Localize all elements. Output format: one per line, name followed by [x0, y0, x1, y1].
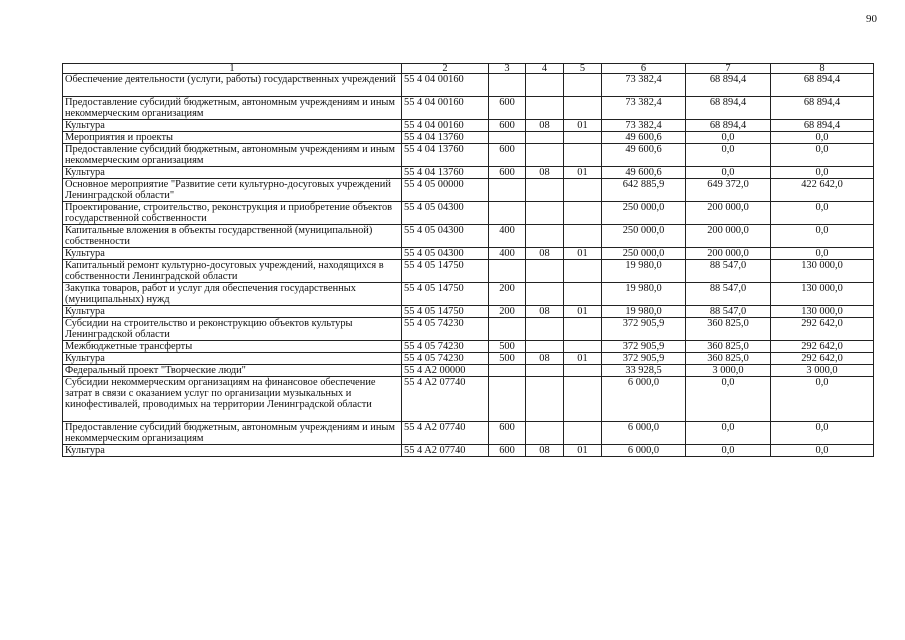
subsection-cell: 01	[564, 353, 602, 365]
target-article-cell: 55 4 04 00160	[402, 120, 489, 132]
target-article-cell: 55 4 05 74230	[402, 353, 489, 365]
row-name-cell: Субсидии на строительство и реконструкцию объектов культуры Ленинградской области	[63, 318, 402, 341]
target-article-cell: 55 4 05 14750	[402, 260, 489, 283]
expense-type-cell	[489, 260, 526, 283]
row-name-cell: Основное мероприятие "Развитие сети культурно-досуговых учреждений Ленинградской области"	[63, 179, 402, 202]
target-article-cell: 55 4 05 14750	[402, 283, 489, 306]
column-header: 3	[489, 64, 526, 74]
target-article-cell: 55 4 05 74230	[402, 341, 489, 353]
amount-year3-cell: 292 642,0	[771, 341, 874, 353]
table-row	[63, 120, 874, 132]
section-cell: 08	[526, 120, 564, 132]
expense-type-cell: 200	[489, 283, 526, 306]
amount-year1-cell: 250 000,0	[602, 202, 686, 225]
amount-year2-cell: 88 547,0	[686, 283, 771, 306]
amount-year2-cell: 88 547,0	[686, 260, 771, 283]
column-header: 4	[526, 64, 564, 74]
section-cell	[526, 260, 564, 283]
section-cell	[526, 179, 564, 202]
subsection-cell: 01	[564, 306, 602, 318]
table-row	[63, 422, 874, 445]
column-header: 6	[602, 64, 686, 74]
amount-year2-cell: 68 894,4	[686, 97, 771, 120]
target-article-cell: 55 4 A2 07740	[402, 445, 489, 457]
expense-type-cell: 600	[489, 422, 526, 445]
subsection-cell	[564, 341, 602, 353]
section-cell	[526, 377, 564, 422]
section-cell	[526, 202, 564, 225]
table-row	[63, 144, 874, 167]
table-row	[63, 74, 874, 97]
amount-year3-cell: 0,0	[771, 167, 874, 179]
amount-year1-cell: 6 000,0	[602, 422, 686, 445]
section-cell	[526, 422, 564, 445]
amount-year2-cell: 649 372,0	[686, 179, 771, 202]
subsection-cell	[564, 260, 602, 283]
subsection-cell	[564, 179, 602, 202]
amount-year3-cell: 0,0	[771, 144, 874, 167]
subsection-cell: 01	[564, 248, 602, 260]
amount-year2-cell: 68 894,4	[686, 120, 771, 132]
section-cell	[526, 225, 564, 248]
amount-year1-cell: 19 980,0	[602, 283, 686, 306]
amount-year2-cell: 0,0	[686, 144, 771, 167]
amount-year2-cell: 200 000,0	[686, 225, 771, 248]
row-name-cell: Культура	[63, 167, 402, 179]
expense-type-cell: 500	[489, 341, 526, 353]
amount-year3-cell: 130 000,0	[771, 306, 874, 318]
subsection-cell	[564, 283, 602, 306]
section-cell	[526, 144, 564, 167]
table-row	[63, 179, 874, 202]
table-row	[63, 365, 874, 377]
subsection-cell	[564, 377, 602, 422]
amount-year3-cell: 292 642,0	[771, 353, 874, 365]
amount-year2-cell: 68 894,4	[686, 74, 771, 97]
target-article-cell: 55 4 05 04300	[402, 202, 489, 225]
amount-year3-cell: 0,0	[771, 225, 874, 248]
row-name-cell: Капитальные вложения в объекты государственной (муниципальной) собственности	[63, 225, 402, 248]
target-article-cell: 55 4 04 13760	[402, 144, 489, 167]
section-cell	[526, 341, 564, 353]
amount-year2-cell: 0,0	[686, 377, 771, 422]
target-article-cell: 55 4 A2 00000	[402, 365, 489, 377]
amount-year1-cell: 73 382,4	[602, 97, 686, 120]
row-name-cell: Предоставление субсидий бюджетным, автономным учреждениям и иным некоммерческим организациям	[63, 422, 402, 445]
column-header: 2	[402, 64, 489, 74]
section-cell	[526, 132, 564, 144]
amount-year3-cell: 68 894,4	[771, 74, 874, 97]
amount-year3-cell: 68 894,4	[771, 97, 874, 120]
amount-year1-cell: 6 000,0	[602, 377, 686, 422]
table-row	[63, 202, 874, 225]
expense-type-cell	[489, 377, 526, 422]
table-row	[63, 167, 874, 179]
table-row	[63, 248, 874, 260]
table-row	[63, 225, 874, 248]
section-cell: 08	[526, 445, 564, 457]
amount-year1-cell: 19 980,0	[602, 260, 686, 283]
row-name-cell: Культура	[63, 120, 402, 132]
table-row	[63, 377, 874, 422]
amount-year3-cell: 130 000,0	[771, 283, 874, 306]
row-name-cell: Культура	[63, 248, 402, 260]
expense-type-cell: 600	[489, 97, 526, 120]
amount-year3-cell: 0,0	[771, 445, 874, 457]
amount-year3-cell: 0,0	[771, 248, 874, 260]
row-name-cell: Культура	[63, 445, 402, 457]
section-cell	[526, 283, 564, 306]
row-name-cell: Мероприятия и проекты	[63, 132, 402, 144]
row-name-cell: Закупка товаров, работ и услуг для обеспечения государственных (муниципальных) нужд	[63, 283, 402, 306]
target-article-cell: 55 4 A2 07740	[402, 422, 489, 445]
row-name-cell: Предоставление субсидий бюджетным, автономным учреждениям и иным некоммерческим организациям	[63, 97, 402, 120]
budget-table	[62, 63, 874, 457]
page-number: 90	[866, 13, 877, 25]
subsection-cell	[564, 422, 602, 445]
section-cell: 08	[526, 353, 564, 365]
amount-year3-cell: 292 642,0	[771, 318, 874, 341]
row-name-cell: Федеральный проект "Творческие люди"	[63, 365, 402, 377]
amount-year1-cell: 73 382,4	[602, 120, 686, 132]
expense-type-cell	[489, 179, 526, 202]
table-row	[63, 97, 874, 120]
subsection-cell	[564, 74, 602, 97]
amount-year1-cell: 49 600,6	[602, 132, 686, 144]
expense-type-cell: 500	[489, 353, 526, 365]
amount-year1-cell: 372 905,9	[602, 318, 686, 341]
amount-year1-cell: 49 600,6	[602, 167, 686, 179]
table-row	[63, 260, 874, 283]
target-article-cell: 55 4 05 74230	[402, 318, 489, 341]
table-row	[63, 353, 874, 365]
amount-year3-cell: 130 000,0	[771, 260, 874, 283]
table-row	[63, 283, 874, 306]
table-row	[63, 341, 874, 353]
amount-year3-cell: 0,0	[771, 202, 874, 225]
amount-year1-cell: 6 000,0	[602, 445, 686, 457]
expense-type-cell	[489, 202, 526, 225]
section-cell	[526, 74, 564, 97]
header-row	[63, 64, 874, 74]
target-article-cell: 55 4 04 00160	[402, 97, 489, 120]
amount-year3-cell: 0,0	[771, 422, 874, 445]
section-cell	[526, 318, 564, 341]
subsection-cell	[564, 318, 602, 341]
amount-year3-cell: 422 642,0	[771, 179, 874, 202]
subsection-cell	[564, 144, 602, 167]
expense-type-cell: 600	[489, 144, 526, 167]
table-row	[63, 318, 874, 341]
amount-year2-cell: 0,0	[686, 167, 771, 179]
target-article-cell: 55 4 04 13760	[402, 167, 489, 179]
subsection-cell: 01	[564, 167, 602, 179]
expense-type-cell: 400	[489, 225, 526, 248]
row-name-cell: Обеспечение деятельности (услуги, работы) государственных учреждений	[63, 74, 402, 97]
amount-year2-cell: 88 547,0	[686, 306, 771, 318]
expense-type-cell: 600	[489, 167, 526, 179]
amount-year2-cell: 0,0	[686, 132, 771, 144]
section-cell	[526, 97, 564, 120]
section-cell: 08	[526, 167, 564, 179]
target-article-cell: 55 4 05 00000	[402, 179, 489, 202]
amount-year1-cell: 372 905,9	[602, 341, 686, 353]
subsection-cell	[564, 225, 602, 248]
subsection-cell	[564, 97, 602, 120]
target-article-cell: 55 4 04 00160	[402, 74, 489, 97]
table-body	[63, 74, 874, 457]
subsection-cell	[564, 202, 602, 225]
amount-year2-cell: 3 000,0	[686, 365, 771, 377]
subsection-cell: 01	[564, 120, 602, 132]
row-name-cell: Предоставление субсидий бюджетным, автономным учреждениям и иным некоммерческим организациям	[63, 144, 402, 167]
amount-year1-cell: 372 905,9	[602, 353, 686, 365]
expense-type-cell	[489, 74, 526, 97]
row-name-cell: Субсидии некоммерческим организациям на финансовое обеспечение затрат в связи с оказанием услуг по организации музыкальных и кинофестивалей, проводимых на территории Ленинградской области	[63, 377, 402, 422]
amount-year1-cell: 19 980,0	[602, 306, 686, 318]
section-cell: 08	[526, 248, 564, 260]
expense-type-cell: 400	[489, 248, 526, 260]
expense-type-cell: 600	[489, 445, 526, 457]
column-header: 8	[771, 64, 874, 74]
subsection-cell	[564, 365, 602, 377]
subsection-cell	[564, 132, 602, 144]
target-article-cell: 55 4 05 04300	[402, 225, 489, 248]
expense-type-cell	[489, 318, 526, 341]
row-name-cell: Культура	[63, 353, 402, 365]
amount-year2-cell: 200 000,0	[686, 248, 771, 260]
row-name-cell: Проектирование, строительство, реконструкция и приобретение объектов государственной собственности	[63, 202, 402, 225]
target-article-cell: 55 4 05 04300	[402, 248, 489, 260]
subsection-cell: 01	[564, 445, 602, 457]
amount-year1-cell: 250 000,0	[602, 248, 686, 260]
amount-year1-cell: 73 382,4	[602, 74, 686, 97]
expense-type-cell: 200	[489, 306, 526, 318]
amount-year3-cell: 0,0	[771, 132, 874, 144]
amount-year2-cell: 360 825,0	[686, 353, 771, 365]
table-row	[63, 445, 874, 457]
target-article-cell: 55 4 A2 07740	[402, 377, 489, 422]
row-name-cell: Межбюджетные трансферты	[63, 341, 402, 353]
amount-year3-cell: 3 000,0	[771, 365, 874, 377]
amount-year2-cell: 0,0	[686, 422, 771, 445]
amount-year2-cell: 200 000,0	[686, 202, 771, 225]
target-article-cell: 55 4 04 13760	[402, 132, 489, 144]
row-name-cell: Культура	[63, 306, 402, 318]
amount-year2-cell: 0,0	[686, 445, 771, 457]
row-name-cell: Капитальный ремонт культурно-досуговых учреждений, находящихся в собственности Ленинградской области	[63, 260, 402, 283]
table-row	[63, 306, 874, 318]
section-cell	[526, 365, 564, 377]
target-article-cell: 55 4 05 14750	[402, 306, 489, 318]
expense-type-cell: 600	[489, 120, 526, 132]
amount-year1-cell: 250 000,0	[602, 225, 686, 248]
table-row	[63, 132, 874, 144]
amount-year3-cell: 68 894,4	[771, 120, 874, 132]
amount-year1-cell: 49 600,6	[602, 144, 686, 167]
amount-year2-cell: 360 825,0	[686, 341, 771, 353]
column-header: 1	[63, 64, 402, 74]
column-header: 5	[564, 64, 602, 74]
expense-type-cell	[489, 365, 526, 377]
amount-year1-cell: 33 928,5	[602, 365, 686, 377]
expense-type-cell	[489, 132, 526, 144]
amount-year3-cell: 0,0	[771, 377, 874, 422]
amount-year1-cell: 642 885,9	[602, 179, 686, 202]
column-header: 7	[686, 64, 771, 74]
section-cell: 08	[526, 306, 564, 318]
amount-year2-cell: 360 825,0	[686, 318, 771, 341]
